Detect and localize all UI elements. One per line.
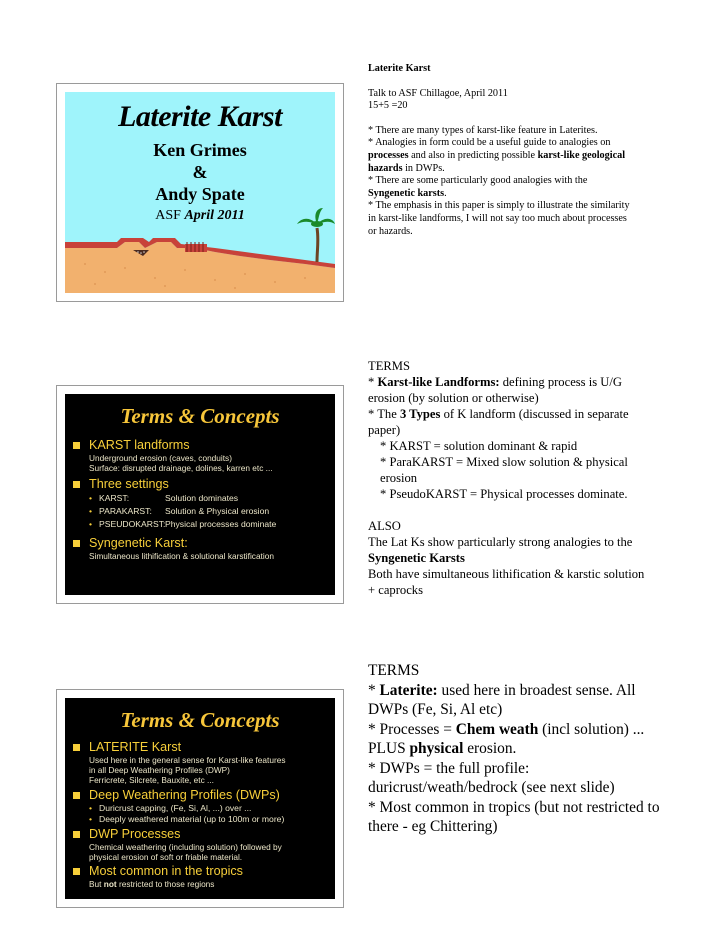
bullet-syngenetic: Syngenetic Karst: bbox=[71, 536, 331, 551]
slide-2-canvas bbox=[65, 394, 335, 595]
slide-3-canvas bbox=[65, 698, 335, 899]
slide-1-canvas bbox=[65, 92, 335, 293]
dot-bullet-icon: • bbox=[89, 519, 93, 529]
setting-pseudokarst: • PSEUDOKARST:Physical processes dominate bbox=[89, 519, 277, 529]
bullet-dwp-processes: DWP Processes bbox=[71, 827, 331, 842]
notes-2-heading: TERMS bbox=[368, 359, 410, 373]
setting-parakarst: • PARAKARST: Solution & Physical erosion bbox=[89, 506, 270, 516]
laterite-sub-1: Used here in the general sense for Karst-like features bbox=[89, 755, 286, 765]
notes-1 bbox=[368, 63, 636, 238]
palm-tree bbox=[297, 208, 335, 262]
notes-2-c: * KARST = solution dominant & rapid bbox=[380, 439, 578, 453]
processes-sub-2: physical erosion of soft or friable material. bbox=[89, 852, 243, 862]
karst-sub-2: Surface: disrupted drainage, dolines, karren etc ... bbox=[89, 463, 273, 473]
tropics-sub: But not restricted to those regions bbox=[89, 879, 215, 889]
notes-3 bbox=[368, 661, 668, 837]
slide-2-list bbox=[71, 438, 331, 561]
slide-2-terms-concepts[interactable] bbox=[56, 385, 344, 604]
slide-1-venue-org: ASF bbox=[155, 208, 181, 223]
square-bullet-icon bbox=[73, 792, 80, 799]
bullet-tropics: Most common in the tropics bbox=[71, 864, 331, 879]
dot-bullet-icon: • bbox=[89, 803, 93, 813]
slide-2-title: Terms & Concepts bbox=[120, 404, 280, 428]
notes-1-line-1: Talk to ASF Chillagoe, April 2011 bbox=[368, 87, 508, 99]
bullet-karst-landforms: KARST landforms bbox=[71, 438, 331, 453]
laterite-sub-3: Ferricrete, Silcrete, Bauxite, etc ... bbox=[89, 775, 214, 785]
slide-1-author-2: Andy Spate bbox=[155, 184, 245, 204]
notes-3-d: * Most common in tropics (but not restricted to there - eg Chittering) bbox=[368, 798, 660, 835]
square-bullet-icon bbox=[73, 831, 80, 838]
dot-bullet-icon: • bbox=[89, 506, 93, 516]
landscape-illustration bbox=[65, 92, 335, 293]
notes-1-heading: Laterite Karst bbox=[368, 63, 431, 74]
dot-bullet-icon: • bbox=[89, 493, 93, 503]
notes-1-line-2: 15+5 =20 bbox=[368, 100, 408, 112]
slide-3-list bbox=[71, 740, 331, 889]
processes-sub-1: Chemical weathering (including solution) followed by bbox=[89, 842, 282, 852]
square-bullet-icon bbox=[73, 744, 80, 751]
slide-1-venue-date: April 2011 bbox=[184, 208, 245, 223]
bullet-dwp: Deep Weathering Profiles (DWPs) bbox=[71, 788, 331, 803]
notes-2-g: Both have simultaneous lithification & karstic solution + caprocks bbox=[368, 567, 645, 597]
notes-2-also: ALSO bbox=[368, 519, 401, 533]
bullet-laterite-karst: LATERITE Karst bbox=[71, 740, 331, 755]
dwp-dot-1: • Duricrust capping, (Fe, Si, Al, ...) over ... bbox=[89, 803, 252, 813]
notes-2-f: The Lat Ks show particularly strong analogies to the Syngenetic Karsts bbox=[368, 535, 633, 565]
cave-1 bbox=[185, 244, 207, 252]
slide-1-laterite-karst[interactable] bbox=[56, 83, 344, 302]
karst-sub-1: Underground erosion (caves, conduits) bbox=[89, 453, 232, 463]
notes-1-bullet-3: * There are some particularly good analogies with the Syngenetic karsts. bbox=[368, 175, 588, 199]
slide-3-terms-concepts[interactable] bbox=[56, 689, 344, 908]
notes-2 bbox=[368, 358, 648, 598]
slide-1-title: Laterite Karst bbox=[118, 100, 282, 133]
notes-2-b: * The 3 Types of K landform (discussed in separate paper) bbox=[368, 407, 629, 437]
laterite-sub-2: in all Deep Weathering Profiles (DWP) bbox=[89, 765, 230, 775]
notes-1-bullet-1: * There are many types of karst-like feature in Laterites. bbox=[368, 124, 598, 136]
notes-3-b: * Processes = Chem weath (incl solution) ... PLUS physical erosion. bbox=[368, 720, 645, 757]
bullet-three-settings: Three settings bbox=[71, 477, 331, 492]
setting-karst: • KARST: Solution dominates bbox=[89, 493, 239, 503]
dot-bullet-icon: • bbox=[89, 814, 93, 824]
syngenetic-sub: Simultaneous lithification & solutional karstification bbox=[89, 551, 274, 561]
square-bullet-icon bbox=[73, 540, 80, 547]
notes-2-e: * PseudoKARST = Physical processes dominate. bbox=[380, 487, 628, 501]
slide-3-title: Terms & Concepts bbox=[120, 708, 280, 732]
square-bullet-icon bbox=[73, 481, 80, 488]
notes-1-bullet-4: * The emphasis in this paper is simply to illustrate the similarity in karst-like landforms, I will not say too much about processes or hazards. bbox=[368, 200, 630, 237]
notes-3-heading: TERMS bbox=[368, 662, 420, 679]
notes-2-d: * ParaKARST = Mixed slow solution & physical erosion bbox=[380, 455, 628, 485]
square-bullet-icon bbox=[73, 442, 80, 449]
dwp-dot-2: • Deeply weathered material (up to 100m or more) bbox=[89, 814, 285, 824]
notes-3-c: * DWPs = the full profile: duricrust/weath/bedrock (see next slide) bbox=[368, 759, 615, 796]
notes-2-a: * Karst-like Landforms: defining process is U/G erosion (by solution or otherwise) bbox=[368, 375, 622, 405]
square-bullet-icon bbox=[73, 868, 80, 875]
notes-1-bullet-2: * Analogies in form could be a useful guide to analogies on processes and also in predicting possible karst-like geological hazards in DWPs. bbox=[368, 137, 626, 174]
notes-3-a: * Laterite: used here in broadest sense. All DWPs (Fe, Si, Al etc) bbox=[368, 681, 636, 718]
slide-1-ampersand: & bbox=[192, 162, 208, 182]
slide-1-author-1: Ken Grimes bbox=[153, 140, 247, 160]
